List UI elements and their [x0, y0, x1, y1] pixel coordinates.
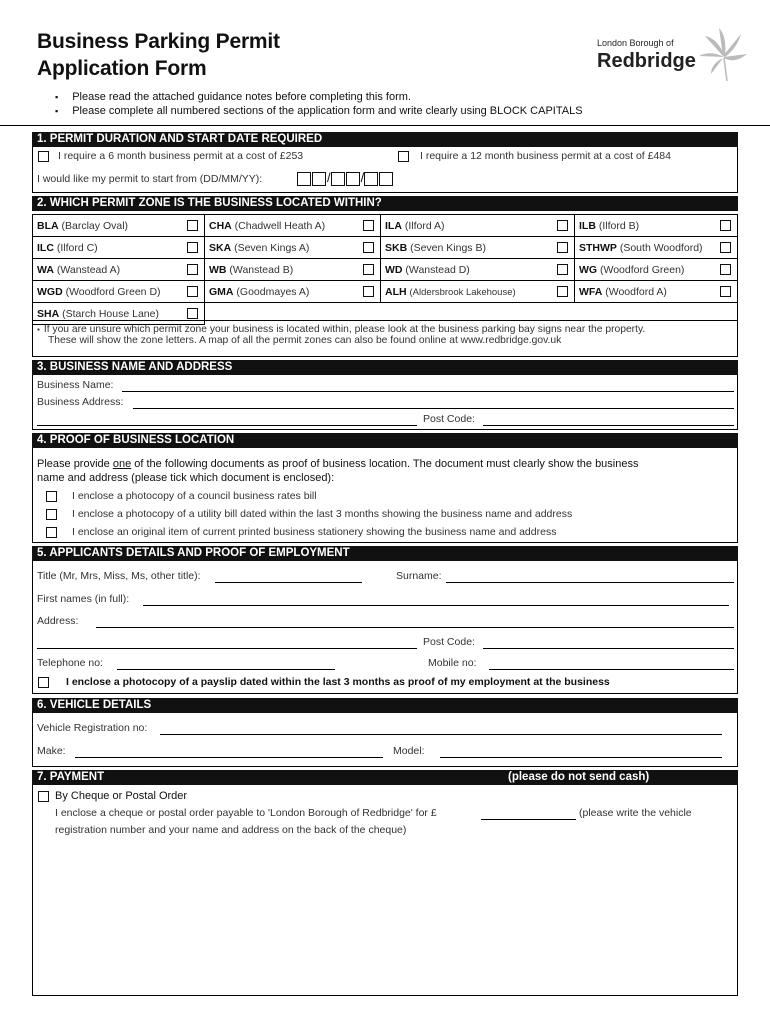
- zone-option[interactable]: STHWP (South Woodford): [575, 237, 738, 259]
- zone-checkbox[interactable]: [720, 242, 731, 253]
- section-5-heading: 5. APPLICANTS DETAILS AND PROOF OF EMPLOYMENT: [32, 546, 738, 561]
- vehicle-reg-label: Vehicle Registration no:: [37, 722, 148, 734]
- zone-option[interactable]: WD (Wanstead D): [381, 259, 575, 281]
- applicant-address-input-2[interactable]: [37, 648, 417, 649]
- zone-checkbox[interactable]: [187, 286, 198, 297]
- cheque-label: By Cheque or Postal Order: [55, 790, 188, 802]
- business-address-input-2[interactable]: [37, 425, 417, 426]
- applicant-postcode-input[interactable]: [483, 648, 734, 649]
- business-postcode-input[interactable]: [483, 425, 734, 426]
- logo-text-big: Redbridge: [597, 50, 696, 72]
- redbridge-logo: [597, 24, 747, 84]
- applicant-title-label: Title (Mr, Mrs, Miss, Ms, other title):: [37, 570, 201, 582]
- applicant-address-input[interactable]: [96, 627, 734, 628]
- zone-option[interactable]: WB (Wanstead B): [205, 259, 381, 281]
- zone-checkbox[interactable]: [720, 264, 731, 275]
- intro-note: ▪ Please complete all numbered sections of the application form and write clearly using BLOCK CAPITALS: [55, 104, 583, 118]
- page-title: Business Parking Permit Application Form: [37, 30, 280, 80]
- cheque-amount-input[interactable]: [481, 819, 576, 820]
- zone-checkbox[interactable]: [187, 308, 198, 319]
- mobile-label: Mobile no:: [428, 657, 477, 669]
- zone-checkbox[interactable]: [363, 286, 374, 297]
- zone-option[interactable]: CHA (Chadwell Heath A): [205, 215, 381, 237]
- logo-text-small: London Borough of: [597, 38, 674, 48]
- zone-checkbox[interactable]: [557, 220, 568, 231]
- start-date-input[interactable]: / /: [297, 170, 394, 186]
- zone-option[interactable]: WG (Woodford Green): [575, 259, 738, 281]
- applicant-postcode-label: Post Code:: [423, 636, 475, 648]
- section-6-heading: 6. VEHICLE DETAILS: [32, 698, 738, 713]
- zone-option[interactable]: WA (Wanstead A): [33, 259, 205, 281]
- surname-label: Surname:: [396, 570, 442, 582]
- no-cash-note: (please do not send cash): [508, 771, 650, 783]
- zone-option[interactable]: BLA (Barclay Oval): [33, 215, 205, 237]
- proof-intro: Please provide one of the following documents as proof of business location. The document must clearly show the business name and address (please tick which document is enclosed):: [37, 458, 639, 484]
- zone-checkbox[interactable]: [187, 264, 198, 275]
- proof-option-label: I enclose a photocopy of a utility bill dated within the last 3 months showing the business name and address: [72, 508, 573, 520]
- start-date-label: I would like my permit to start from (DD/MM/YY):: [37, 173, 263, 185]
- applicant-address-label: Address:: [37, 615, 79, 627]
- zone-option[interactable]: GMA (Goodmayes A): [205, 281, 381, 303]
- zone-checkbox[interactable]: [557, 242, 568, 253]
- vehicle-make-label: Make:: [37, 745, 66, 757]
- surname-input[interactable]: [446, 582, 734, 583]
- business-address-label: Business Address:: [37, 396, 124, 408]
- zone-option[interactable]: ALH (Aldersbrook Lakehouse): [381, 281, 575, 303]
- permit-12-month-checkbox[interactable]: [398, 151, 409, 162]
- first-names-input[interactable]: [143, 605, 729, 606]
- zone-option[interactable]: SKA (Seven Kings A): [205, 237, 381, 259]
- cheque-checkbox[interactable]: [38, 791, 49, 802]
- zone-checkbox[interactable]: [363, 242, 374, 253]
- zone-checkbox[interactable]: [187, 242, 198, 253]
- zone-checkbox[interactable]: [557, 264, 568, 275]
- zone-option[interactable]: ILA (Ilford A): [381, 215, 575, 237]
- proof-stationery-checkbox[interactable]: [46, 527, 57, 538]
- vehicle-model-input[interactable]: [440, 757, 722, 758]
- zone-option[interactable]: SKB (Seven Kings B): [381, 237, 575, 259]
- cheque-instruction-2: registration number and your name and address on the back of the cheque): [55, 824, 407, 836]
- vehicle-reg-input[interactable]: [160, 734, 722, 735]
- cheque-instruction: I enclose a cheque or postal order payable to 'London Borough of Redbridge' for £: [55, 807, 437, 819]
- intro-notes: [55, 90, 583, 118]
- telephone-label: Telephone no:: [37, 657, 103, 669]
- zone-note: ▪ If you are unsure which permit zone your business is located within, please look at the business parking bay signs near the property. These will show the zone letters. A map of all the permit zones can also be found online at www.redbridge.gov.uk: [37, 324, 646, 346]
- intro-note: ▪ Please read the attached guidance notes before completing this form.: [55, 90, 583, 104]
- payslip-label: I enclose a photocopy of a payslip dated within the last 3 months as proof of my employment at the business: [66, 676, 610, 688]
- zone-option[interactable]: SHA (Starch House Lane): [33, 303, 205, 325]
- zone-option[interactable]: ILB (Ilford B): [575, 215, 738, 237]
- applicant-title-input[interactable]: [215, 582, 362, 583]
- zone-checkbox[interactable]: [363, 220, 374, 231]
- divider: [0, 125, 770, 126]
- vehicle-model-label: Model:: [393, 745, 425, 757]
- business-address-input[interactable]: [133, 408, 734, 409]
- first-names-label: First names (in full):: [37, 593, 130, 605]
- zone-option[interactable]: WGD (Woodford Green D): [33, 281, 205, 303]
- zone-option[interactable]: WFA (Woodford A): [575, 281, 738, 303]
- zone-table: [32, 214, 738, 325]
- permit-12-month-label: I require a 12 month business permit at a cost of £484: [420, 150, 671, 162]
- section-3-heading: 3. BUSINESS NAME AND ADDRESS: [32, 360, 738, 375]
- proof-rates-bill-checkbox[interactable]: [46, 491, 57, 502]
- business-name-label: Business Name:: [37, 379, 114, 391]
- proof-utility-bill-checkbox[interactable]: [46, 509, 57, 520]
- section-1-heading: 1. PERMIT DURATION AND START DATE REQUIRED: [32, 132, 738, 147]
- zone-checkbox[interactable]: [720, 220, 731, 231]
- chestnut-leaf-icon: [697, 26, 749, 82]
- telephone-input[interactable]: [117, 669, 335, 670]
- section-2-heading: 2. WHICH PERMIT ZONE IS THE BUSINESS LOCATED WITHIN?: [32, 196, 738, 211]
- section-3-frame: [32, 375, 738, 430]
- business-name-input[interactable]: [122, 391, 734, 392]
- permit-6-month-checkbox[interactable]: [38, 151, 49, 162]
- payslip-checkbox[interactable]: [38, 677, 49, 688]
- zone-checkbox[interactable]: [187, 220, 198, 231]
- proof-option-label: I enclose a photocopy of a council business rates bill: [72, 490, 317, 502]
- zone-option[interactable]: ILC (Ilford C): [33, 237, 205, 259]
- permit-6-month-label: I require a 6 month business permit at a cost of £253: [58, 150, 304, 162]
- mobile-input[interactable]: [489, 669, 734, 670]
- section-7-heading: 7. PAYMENT (please do not send cash): [32, 770, 738, 785]
- proof-option-label: I enclose an original item of current printed business stationery showing the business name and address: [72, 526, 557, 538]
- business-postcode-label: Post Code:: [423, 413, 475, 425]
- section-4-heading: 4. PROOF OF BUSINESS LOCATION: [32, 433, 738, 448]
- zone-checkbox[interactable]: [557, 286, 568, 297]
- zone-checkbox[interactable]: [363, 264, 374, 275]
- vehicle-make-input[interactable]: [75, 757, 383, 758]
- cheque-instruction-cont: (please write the vehicle: [579, 807, 692, 819]
- zone-checkbox[interactable]: [720, 286, 731, 297]
